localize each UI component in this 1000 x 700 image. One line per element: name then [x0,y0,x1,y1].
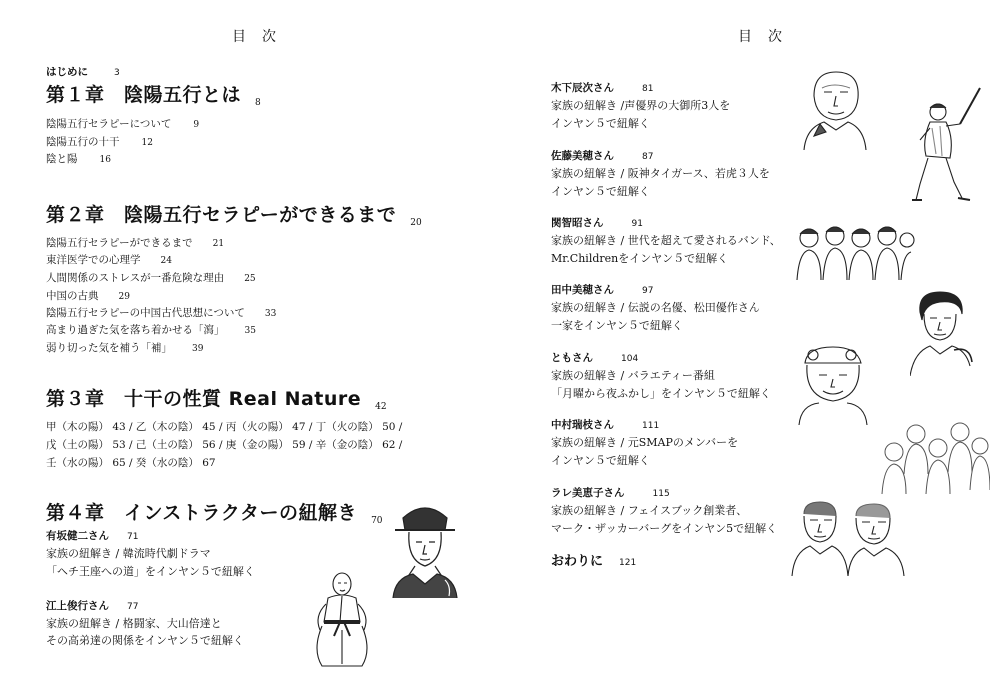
chapter-title: 第１章 陰陽五行とは [46,84,242,106]
instructor-desc: 「月曜から夜ふかし」をインヤン５で紐解く [551,387,771,400]
founders-illustration [790,500,908,576]
toc-item-title: 弱り切った気を補う「補」 [46,342,172,354]
instructor-desc: 一家をインヤン５で紐解く [551,319,683,332]
toc-item-title: 陰陽五行の十干 [46,136,120,148]
toc-item-title: 中国の古典 [46,290,99,302]
chapter-page: 20 [410,218,422,228]
instructor-page: 77 [127,602,139,612]
toc-item-title: 東洋医学での心理学 [46,254,141,266]
instructor-page: 111 [642,421,660,431]
toc-item[interactable] [46,321,256,340]
toc-item[interactable] [46,269,256,288]
toc-outro[interactable] [551,553,636,572]
chapter-page: 70 [371,516,383,526]
tv-host-illustration [795,345,871,425]
instructor-desc: インヤン５で紐解く [551,454,650,467]
instructor-page: 97 [642,286,654,296]
actor-illustration [910,290,974,376]
toc-item-page: 12 [141,138,153,148]
toc-item-page: 29 [118,292,130,302]
toc-item[interactable] [46,150,111,169]
chapter-3-heading[interactable] [46,386,387,420]
instructor-desc: 家族の紐解き / 伝説の名優、松田優作さん [551,301,760,314]
toc-item-page: 33 [264,309,277,319]
toc-item[interactable] [46,115,199,134]
instructor-name: ともさん [551,352,593,364]
instructor-page: 87 [642,152,654,162]
instructor-desc: Mr.Childrenをインヤン５で紐解く [551,252,729,265]
stems-line: 壬（水の陽） 65 / 癸（水の陰） 67 [46,457,216,469]
chapter-2-heading[interactable] [46,202,422,236]
baseball-player-illustration [910,84,986,204]
toc-item-title: 人間関係のストレスが一番危険な理由 [46,272,225,284]
right-page [500,0,1000,700]
toc-page: 121 [619,558,637,568]
toc-item-page: 39 [192,344,204,354]
page-header: 目次 [232,29,292,45]
toc-item-title: 陰陽五行セラピーの中国古代思想について [46,307,245,319]
instructor-desc: 家族の紐解き / 世代を超えて愛されるバンド、 [551,234,781,247]
instructor-desc: 家族の紐解き / 韓流時代劇ドラマ [46,547,211,560]
instructor-name: 江上俊行さん [46,600,109,612]
instructor-name: ラレ美恵子さん [551,487,625,499]
instructor-desc: 家族の紐解き / バラエティー番組 [551,369,715,382]
instructor-desc: 家族の紐解き / 格闘家、大山倍達と [46,617,222,630]
stems-line: 甲（木の陽） 43 / 乙（木の陰） 45 / 丙（火の陽） 47 / 丁（火の陰） 50 / [46,421,403,433]
instructor-desc: 家族の紐解き / 阪神タイガース、若虎３人を [551,167,770,180]
instructor-name: 中村瑞枝さん [551,419,614,431]
toc-item[interactable] [46,251,172,270]
toc-item-title: 高まり過ぎた気を落ち着かせる「瀉」 [46,324,225,336]
stems-line: 戊（土の陽） 53 / 己（土の陰） 56 / 庚（金の陽） 59 / 辛（金の陰） 62 / [46,439,403,451]
toc-page: 3 [114,68,120,78]
toc-item-title: 陰と陽 [46,153,78,165]
portrait-illustration [385,500,465,600]
instructor-name: 田中美穂さん [551,284,614,296]
chapter-page: 8 [255,98,261,108]
voice-actors-illustration [800,66,870,150]
chapter-page: 42 [375,402,387,412]
instructor-desc: 家族の紐解き /声優界の大御所3人を [551,99,731,112]
chapter-1-heading[interactable] [46,82,261,116]
instructor-page: 115 [652,489,670,499]
toc-item-page: 24 [160,256,172,266]
instructor-name: 関智昭さん [551,217,604,229]
instructor-desc: インヤン５で紐解く [551,117,650,130]
instructor-page: 81 [642,84,654,94]
toc-item-page: 21 [212,239,225,249]
toc-item-title: 陰陽五行セラピーについて [46,118,172,130]
toc-item-page: 25 [244,274,256,284]
instructor-page: 71 [127,532,139,542]
chapter-title: 第４章 インストラクターの紐解き [46,502,358,524]
instructor-desc: 家族の紐解き / フェイスブック創業者、 [551,504,748,517]
instructor-desc: インヤン５で紐解く [551,185,650,198]
instructor-desc: マーク・ザッカーバーグをインヤン5で紐解く [551,522,778,535]
toc-item[interactable] [46,339,203,358]
toc-title: おわりに [551,554,604,569]
toc-item-page: 9 [193,120,200,130]
chapter-title: 第３章 十干の性質 Real Nature [46,388,362,410]
page-header: 目次 [738,29,798,45]
instructor-desc: 「ヘチ王座への道」をインヤン５で紐解く [46,565,255,578]
instructor-name: 有坂健二さん [46,530,109,542]
toc-item-page: 16 [99,155,111,165]
idol-group-illustration [880,412,990,494]
instructor-name: 木下辰次さん [551,82,614,94]
band-illustration [795,220,915,280]
instructor-name: 佐藤美穂さん [551,150,614,162]
toc-intro[interactable] [46,63,120,82]
fighter-illustration [300,570,380,670]
instructor-desc: 家族の紐解き / 元SMAPのメンバーを [551,436,739,449]
instructor-page: 91 [631,219,643,229]
instructor-page: 104 [621,354,639,364]
toc-item-page: 35 [244,326,256,336]
toc-item-title: 陰陽五行セラピーができるまで [46,237,193,249]
toc-title: はじめに [46,66,88,78]
chapter-title: 第２章 陰陽五行セラピーができるまで [46,204,397,226]
instructor-desc: その高弟達の関係をインヤン５で紐解く [46,634,244,647]
